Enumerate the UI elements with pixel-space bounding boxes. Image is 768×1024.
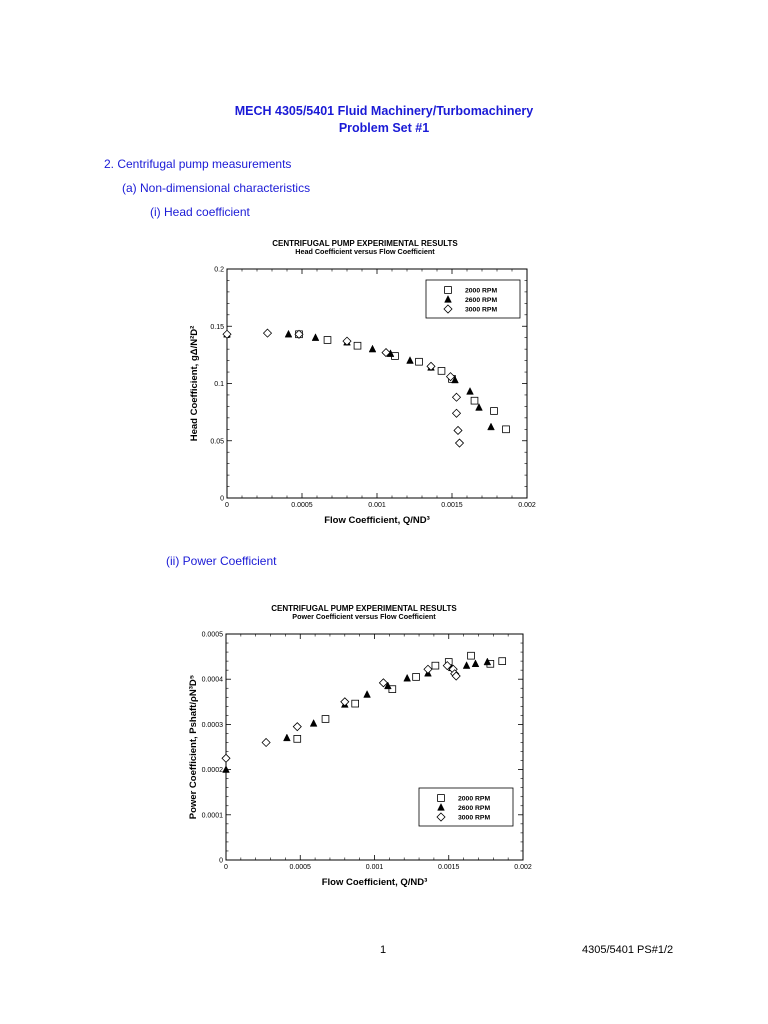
power-chart-x-axis-label: Flow Coefficient, Q/ND³ bbox=[321, 877, 428, 888]
head-chart-y-tick-label: 0.1 bbox=[214, 381, 224, 388]
head-chart-series-0 bbox=[296, 331, 510, 433]
head-chart-data-point bbox=[369, 345, 376, 352]
section-heading-2a: (a) Non-dimensional characteristics bbox=[122, 181, 311, 195]
head-chart-data-point bbox=[491, 408, 498, 415]
power-chart-data-point bbox=[223, 766, 230, 773]
head-chart-y-axis-label: Head Coefficient, gΔ/N²D² bbox=[189, 325, 200, 442]
head-chart-y-tick-label: 0 bbox=[220, 495, 224, 503]
head-chart-x-tick-label: 0.0005 bbox=[291, 502, 313, 509]
power-chart-y-tick-label: 0.0002 bbox=[201, 767, 223, 775]
head-chart-legend-label: 2000 RPM bbox=[465, 287, 498, 295]
head-chart-series-2 bbox=[223, 329, 464, 447]
head-chart-title: CENTRIFUGAL PUMP EXPERIMENTAL RESULTS bbox=[272, 239, 458, 248]
head-chart-x-tick-label: 0 bbox=[225, 502, 229, 509]
head-chart-data-point bbox=[471, 397, 478, 404]
power-chart-title: CENTRIFUGAL PUMP EXPERIMENTAL RESULTS bbox=[271, 604, 457, 613]
head-chart-legend-label: 3000 RPM bbox=[465, 306, 498, 314]
power-chart-data-point bbox=[463, 662, 470, 669]
power-chart-y-tick-label: 0.0004 bbox=[201, 676, 223, 684]
section-heading-2a-i: (i) Head coefficient bbox=[150, 205, 250, 219]
power-chart-x-tick-label: 0.0015 bbox=[438, 864, 460, 871]
power-chart-data-point bbox=[352, 700, 359, 707]
power-chart-data-point bbox=[322, 716, 329, 723]
power-chart-data-point bbox=[499, 658, 506, 665]
head-chart-x-tick-label: 0.002 bbox=[518, 502, 536, 509]
document-subtitle: Problem Set #1 bbox=[338, 121, 430, 135]
head-chart-data-point bbox=[407, 357, 414, 364]
head-chart-y-tick-label: 0.2 bbox=[214, 266, 224, 274]
head-chart-y-tick-label: 0.15 bbox=[210, 323, 224, 331]
document-reference: 4305/5401 PS#1/2 bbox=[582, 944, 674, 956]
head-chart-x-axis-label: Flow Coefficient, Q/ND³ bbox=[324, 515, 430, 526]
power-chart-series-1 bbox=[223, 658, 491, 772]
head-chart-data-point bbox=[416, 358, 423, 365]
power-chart-legend-label: 2000 RPM bbox=[458, 795, 491, 803]
power-chart-data-point bbox=[293, 723, 301, 731]
head-chart-legend-label: 2600 RPM bbox=[465, 297, 498, 304]
page-number: 1 bbox=[380, 944, 387, 956]
power-chart-x-tick-label: 0 bbox=[224, 864, 228, 871]
power-chart-data-point bbox=[468, 652, 475, 659]
head-chart-data-point bbox=[312, 334, 319, 341]
head-chart-y-tick-label: 0.05 bbox=[210, 438, 224, 446]
head-chart-legend-marker bbox=[445, 287, 452, 294]
section-heading-2: 2. Centrifugal pump measurements bbox=[104, 157, 292, 171]
head-chart-data-point bbox=[324, 337, 331, 344]
power-chart-data-point bbox=[404, 674, 411, 681]
power-chart-data-point bbox=[341, 698, 349, 706]
power-coefficient-chart bbox=[0, 598, 768, 898]
head-coefficient-chart bbox=[0, 232, 768, 532]
power-chart-legend-marker bbox=[438, 795, 445, 802]
power-chart-y-tick-label: 0 bbox=[219, 857, 223, 865]
power-chart-data-point bbox=[364, 691, 371, 698]
power-chart-legend-label: 2600 RPM bbox=[458, 805, 491, 812]
head-chart-data-point bbox=[488, 423, 495, 430]
head-chart-data-point bbox=[438, 368, 445, 375]
head-chart-data-point bbox=[503, 426, 510, 433]
head-chart-x-tick-label: 0.001 bbox=[368, 502, 386, 509]
head-chart-data-point bbox=[354, 342, 361, 349]
power-chart-y-tick-label: 0.0001 bbox=[201, 812, 223, 820]
power-chart-data-point bbox=[424, 665, 432, 673]
power-chart-data-point bbox=[413, 674, 420, 681]
power-chart-y-tick-label: 0.0003 bbox=[201, 721, 223, 729]
head-chart-data-point bbox=[476, 404, 483, 411]
power-chart-data-point bbox=[472, 660, 479, 667]
power-chart-data-point bbox=[262, 738, 270, 746]
head-chart-data-point bbox=[456, 439, 464, 447]
power-chart-y-tick-label: 0.0005 bbox=[201, 631, 223, 639]
power-chart-data-point bbox=[283, 734, 290, 741]
power-chart-legend-label: 3000 RPM bbox=[458, 814, 491, 822]
power-chart-data-point bbox=[294, 735, 301, 742]
power-chart-data-point bbox=[310, 720, 317, 727]
power-chart-series-2 bbox=[222, 662, 460, 763]
document-title: MECH 4305/5401 Fluid Machinery/Turbomachinery bbox=[234, 104, 534, 118]
head-chart-x-tick-label: 0.0015 bbox=[441, 502, 463, 509]
power-chart-data-point bbox=[432, 662, 439, 669]
head-chart-subtitle: Head Coefficient versus Flow Coefficient bbox=[295, 247, 435, 256]
power-chart-x-tick-label: 0.0005 bbox=[289, 864, 311, 871]
head-chart-data-point bbox=[467, 388, 474, 395]
head-chart-data-point bbox=[453, 393, 461, 401]
power-chart-data-point bbox=[222, 754, 230, 762]
head-chart-data-point bbox=[285, 330, 292, 337]
head-chart-data-point bbox=[454, 426, 462, 434]
power-chart-subtitle: Power Coefficient versus Flow Coefficient bbox=[292, 612, 436, 621]
head-chart-data-point bbox=[264, 329, 272, 337]
power-chart-x-tick-label: 0.001 bbox=[365, 864, 384, 871]
head-chart-data-point bbox=[453, 409, 461, 417]
power-chart-y-axis-label: Power Coefficient, Pshaft/ρN³D⁵ bbox=[188, 674, 199, 820]
section-heading-2a-ii: (ii) Power Coefficient bbox=[166, 554, 277, 568]
power-chart-x-tick-label: 0.002 bbox=[514, 864, 532, 871]
